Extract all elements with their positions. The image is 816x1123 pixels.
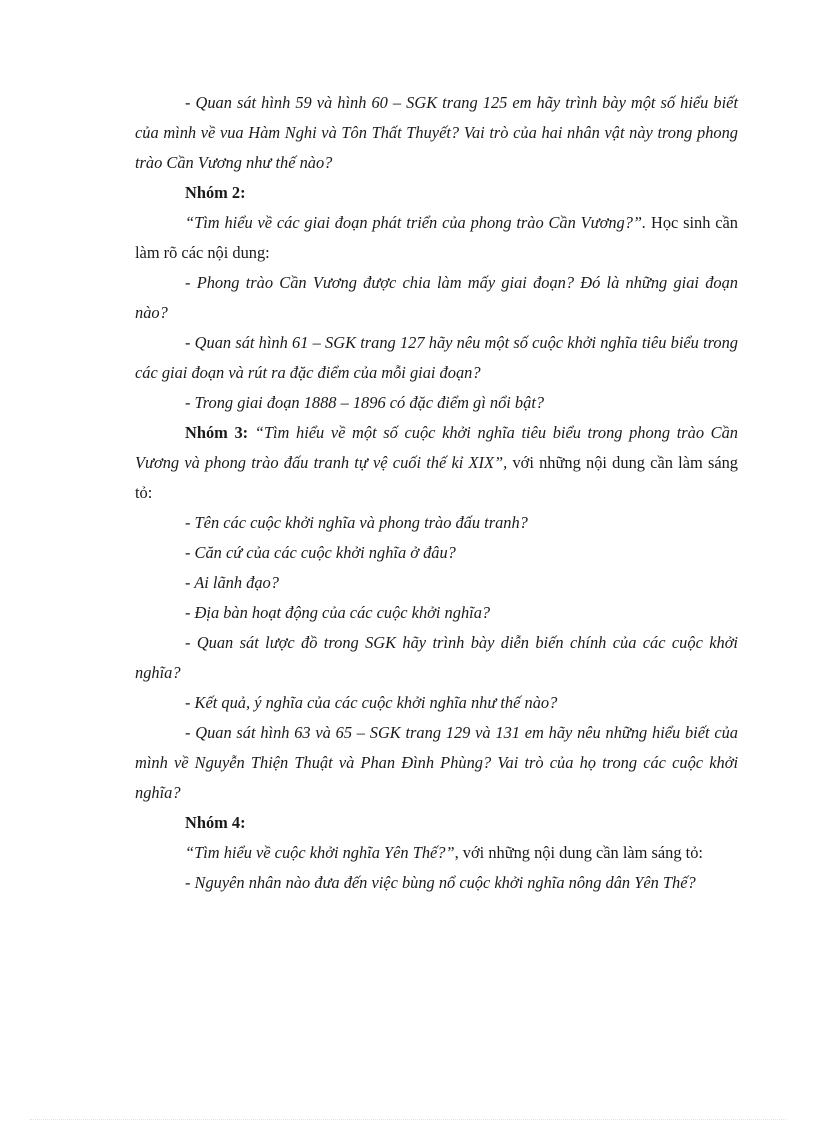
document-body	[135, 88, 738, 898]
group-2-heading: Nhóm 2:	[185, 183, 246, 202]
group-4-task: “Tìm hiểu về cuộc khởi nghĩa Yên Thế?”, với những nội dung cần làm sáng tỏ:	[185, 843, 703, 862]
question-leaders: - Ai lãnh đạo?	[185, 573, 279, 592]
question-figure-61: - Quan sát hình 61 – SGK trang 127 hãy nêu một số cuộc khởi nghĩa tiêu biểu trong các giai đoạn và rút ra đặc điểm của mỗi giai đoạn?	[135, 333, 738, 382]
question-areas: - Địa bàn hoạt động của các cuộc khởi nghĩa?	[185, 603, 491, 622]
group-2-task: “Tìm hiểu về các giai đoạn phát triển của phong trào Cần Vương?”. Học sinh cần làm rõ các nội dung:	[135, 213, 738, 262]
question-figure-63-65: - Quan sát hình 63 và 65 – SGK trang 129 và 131 em hãy nêu những hiểu biết của mình về Nguyễn Thiện Thuật và Phan Đình Phùng? Vai trò của họ trong các cuộc khởi nghĩa?	[135, 723, 738, 802]
question-bases: - Căn cứ của các cuộc khởi nghĩa ở đâu?	[185, 543, 456, 562]
page-bottom-divider	[30, 1119, 786, 1120]
group-3-task: Nhóm 3: “Tìm hiểu về một số cuộc khởi nghĩa tiêu biểu trong phong trào Cần Vương và phong trào đấu tranh tự vệ cuối thế kỉ XIX”, với những nội dung cần làm sáng tỏ:	[135, 423, 739, 502]
question-map: - Quan sát lược đồ trong SGK hãy trình bày diễn biến chính của các cuộc khởi nghĩa?	[135, 633, 738, 682]
question-stages: - Phong trào Cần Vương được chia làm mấy giai đoạn? Đó là những giai đoạn nào?	[135, 273, 738, 322]
question-yen-the-cause: - Nguyên nhân nào đưa đến việc bùng nổ cuộc khởi nghĩa nông dân Yên Thế?	[185, 873, 696, 892]
question-results: - Kết quả, ý nghĩa của các cuộc khởi nghĩa như thế nào?	[185, 693, 558, 712]
group-4-heading: Nhóm 4:	[185, 813, 246, 832]
question-1888-1896: - Trong giai đoạn 1888 – 1896 có đặc điểm gì nổi bật?	[185, 393, 545, 412]
question-names: - Tên các cuộc khởi nghĩa và phong trào đấu tranh?	[185, 513, 528, 532]
question-kings: - Quan sát hình 59 và hình 60 – SGK trang 125 em hãy trình bày một số hiểu biết của mình về vua Hàm Nghi và Tôn Thất Thuyết? Vai trò của hai nhân vật này trong phong trào Cần Vương như thế nào?	[135, 93, 738, 172]
